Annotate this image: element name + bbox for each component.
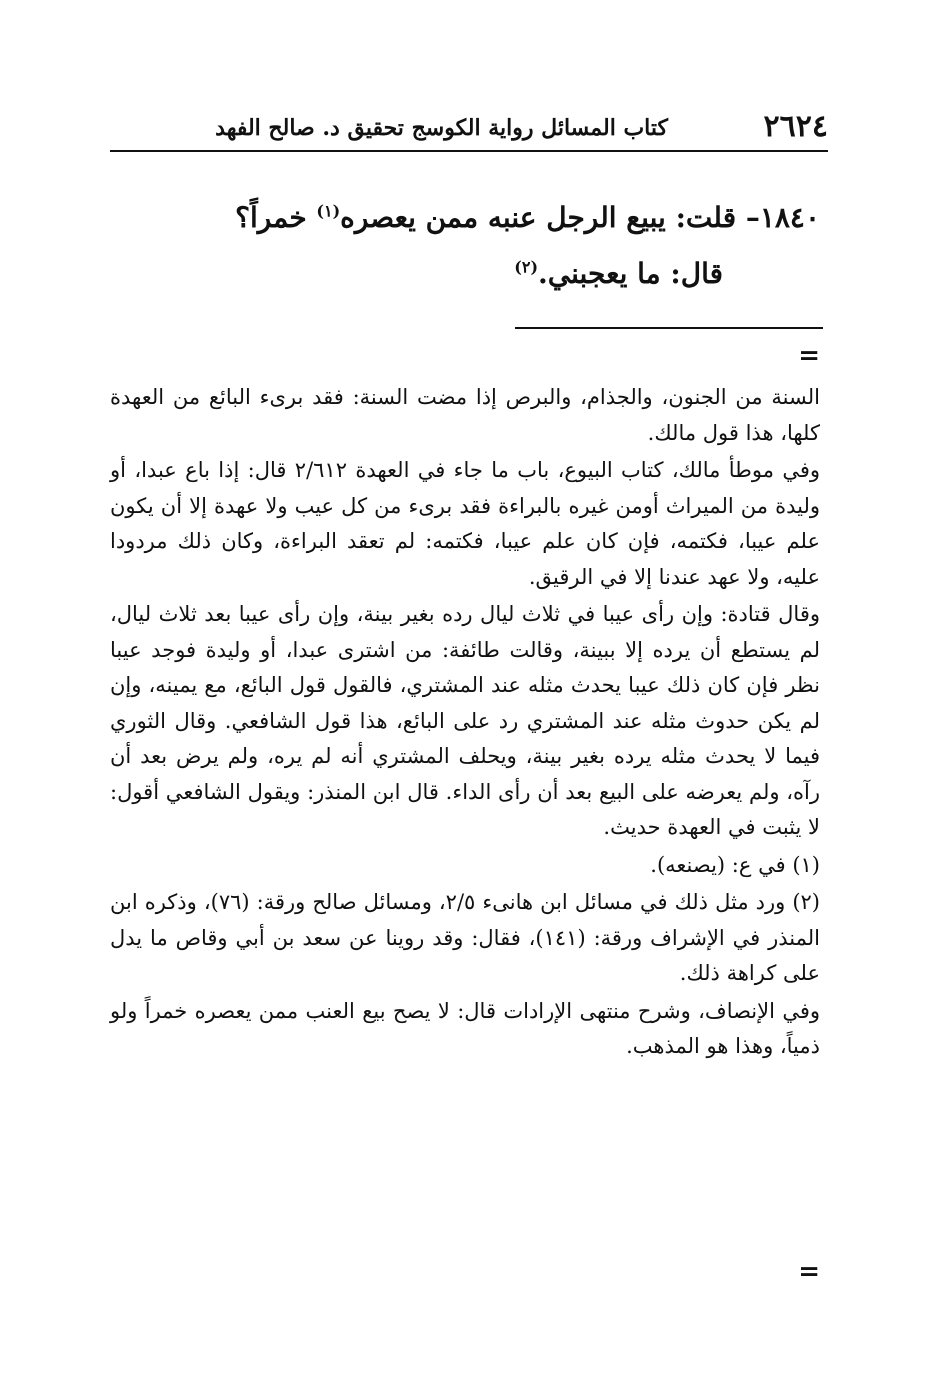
footnote-separator [515,327,823,329]
footnote-2-number: (٢) [792,890,820,914]
footnotes [110,380,820,1065]
footnote-2-extra: وفي الإنصاف، وشرح منتهى الإرادات قال: لا يصح بيع العنب ممن يعصره خمراً ولو ذمياً، وهذا هو المذهب. [110,998,820,1058]
continuation-mark-top: = [798,341,820,371]
footnote-ref-2[interactable]: (٢) [514,257,539,277]
question-text-end: خمراً؟ [235,201,317,234]
running-title: كتاب المسائل رواية الكوسج تحقيق د. صالح الفهد [215,115,668,141]
page-header [110,110,828,144]
page-number: ٢٦٢٤ [763,109,828,144]
header-rule [110,150,828,152]
footnote-2-text: ورد مثل ذلك في مسائل ابن هانىء ٢/٥، ومسائل صالح ورقة: (٧٦)، وذكره ابن المنذر في الإشراف ورقة: (١٤١)، فقال: وقد روينا عن سعد بن أبي وقاص ما يدل على كراهة ذلك. [110,890,820,985]
answer-line [120,246,820,302]
question-text: – قلت: يبيع الرجل عنبه ممن يعصره [340,201,760,234]
question-line [120,190,820,246]
footnote-1-text: في ع: (يصنعه). [650,852,793,877]
footnote-1-number: (١) [792,852,820,877]
footnote-ref-1[interactable]: (١) [316,201,341,221]
main-text [120,190,820,302]
footnote-continued-paragraph: وفي موطأ مالك، كتاب البيوع، باب ما جاء في العهدة ٢/٦١٢ قال: إذا باع عبدا، أو وليدة من الميراث أومن غيره بالبراءة فقد برىء من كل عيب ولا عهدة إلا أن يكون علم عيبا، فكتمه، فإن كان علم عيبا، فكتمه: لم تعقد البراءة، وكان ذلك مردودا عليه، ولا عهد عندنا إلا في الرقيق. [110,458,820,589]
footnote-continued-paragraph: السنة من الجنون، والجذام، والبرص إذا مضت السنة: فقد برىء البائع من العهدة كلها، هذا قول مالك. [110,385,820,445]
continuation-mark-bottom: = [798,1257,820,1287]
answer-text: قال: ما يعجبني. [538,257,723,290]
footnote-2 [110,885,820,992]
footnote-continued-paragraph: وقال قتادة: وإن رأى عيبا في ثلاث ليال رده بغير بينة، وإن رأى عيبا بعد ثلاث ليال، لم يستطع أن يرده إلا ببينة، وقالت طائفة: من اشترى عبدا، أو وليدة فوجد عيبا نظر فإن كان ذلك عيبا يحدث مثله عند المشتري، فالقول قول البائع، مع يمينه، وإن لم يكن حدوث مثله عند المشتري رد على البائع، هذا قول الشافعي. وقال الثوري فيما لا يحدث مثله يرده بغير بينة، ويحلف المشتري أنه لم يره، ولم يرض بعد أن رآه، ولم يعرضه على البيع بعد أن رأى الداء. قال ابن المنذر: ويقول الشافعي أقول: لا يثبت في العهدة حديث. [110,602,820,839]
question-number: ١٨٤٠ [759,201,820,234]
footnote-1 [110,848,820,884]
